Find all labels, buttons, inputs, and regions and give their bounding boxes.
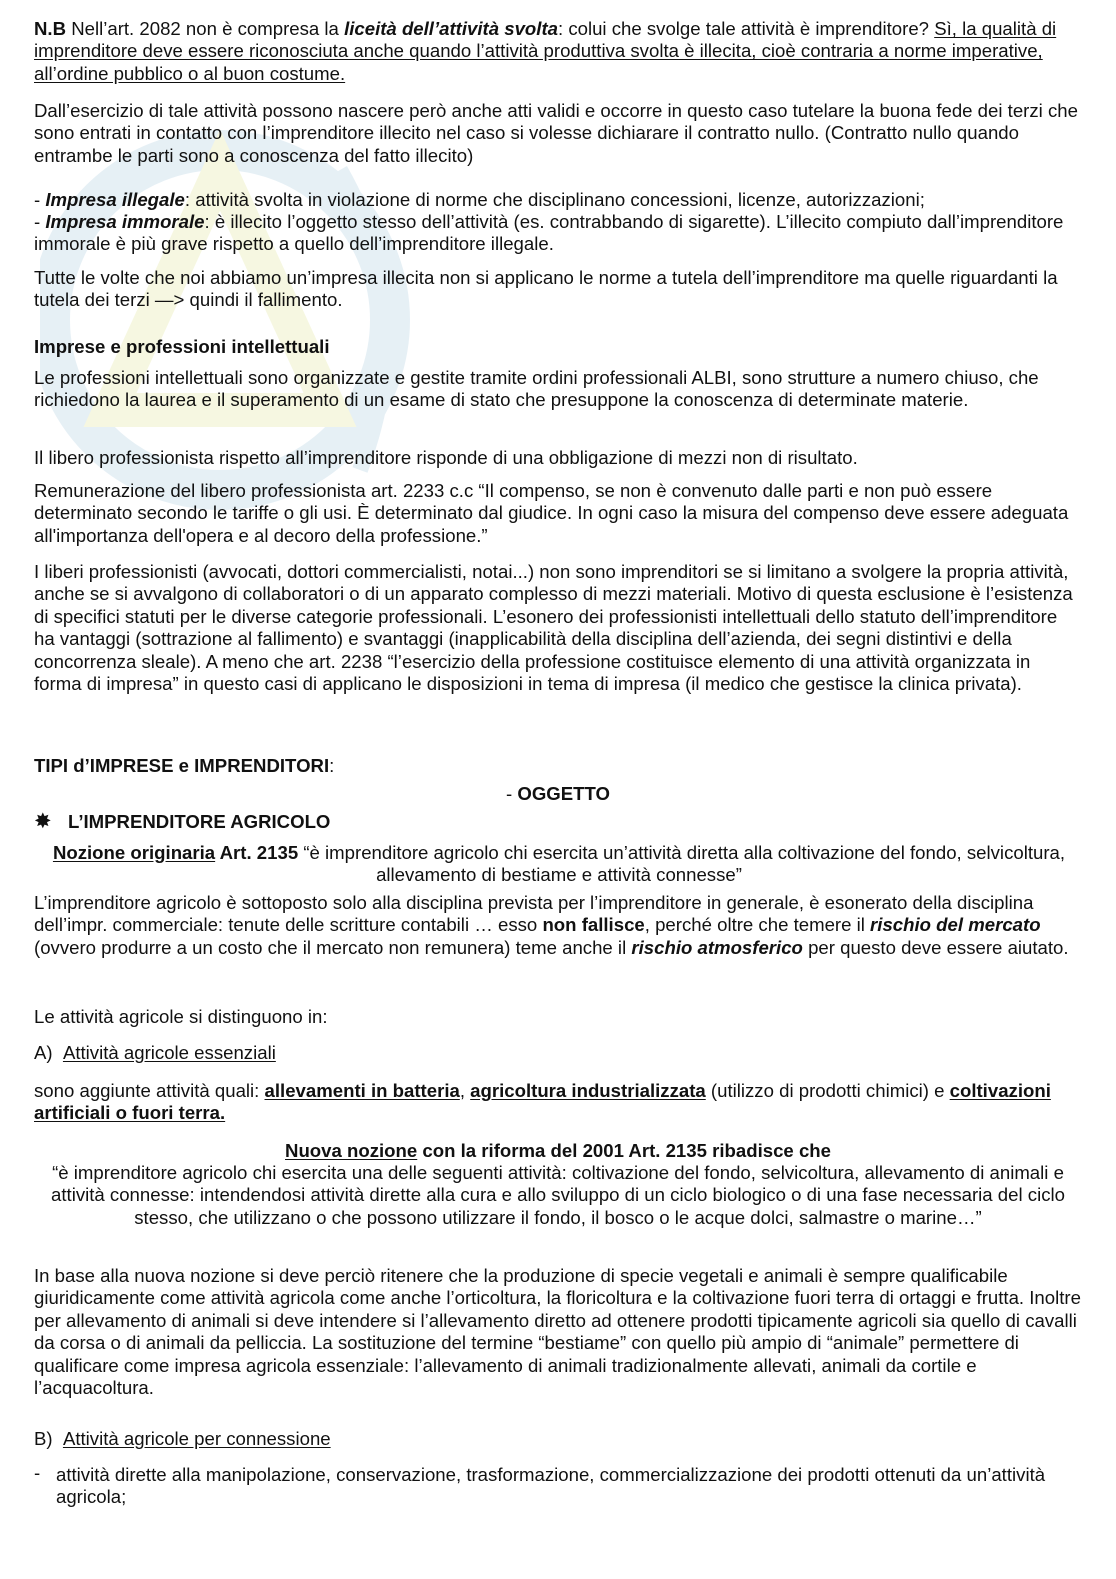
non-fallisce: non fallisce	[542, 914, 645, 936]
paragraph-aggiunte	[34, 1080, 1082, 1125]
nozione-originaria-label: Nozione originaria	[52, 842, 216, 863]
illegale-text: : attività svolta in violazione di norme che disciplinano concessioni, licenze, autorizzazioni;	[184, 189, 925, 210]
immorale-text: : è illecito l’oggetto stesso dell’attività (es. contrabbando di sigarette). L’illecito compiuto dall’imprenditore immorale è più grave rispetto a quello dell’imprenditore illegale.	[34, 211, 1064, 255]
nb-emphasis: liceità dell’attività svolta	[344, 18, 558, 39]
illegale-term: Impresa illegale	[45, 189, 185, 210]
paragraph-impresa-immorale	[34, 211, 1082, 256]
sottoposto-text-3: (ovvero produrre a un costo che il mercato non remunera) teme anche il	[34, 936, 632, 958]
allevamenti-batteria: allevamenti in batteria	[264, 1080, 460, 1101]
heading-professioni: Imprese e professioni intellettuali	[34, 336, 330, 357]
tipi-colon: :	[329, 755, 335, 776]
oggetto-label: OGGETTO	[517, 783, 610, 804]
paragraph-liberi-professionisti: I liberi professionisti (avvocati, dottori commercialisti, notai...) non sono imprenditori se si limitano a svolgere la propria attività, anche se si avvalgono di collaboratori o di un apparato complesso di mezzi materiali. Motivo di questa esclusione è l’esistenza di specifici statuti per le diverse categorie professionali. L’esonero dei professionisti intellettuali dello statuto dell’imprenditore ha vantaggi (sottrazione al fallimento) e svantaggi (inapplicabilità della disciplina dell’azienda, dei segni distintivi e della concorrenza sleale). A meno che art. 2238 “l’esercizio della professione costituisce elemento di una attività organizzata in forma di impresa” in questo casi di applicano le disposizioni in tema di impresa (il medico che gestisce la clinica privata).	[34, 561, 1073, 695]
paragraph-attivita-dirette: attività dirette alla manipolazione, conservazione, trasformazione, commercializzazione dei prodotti ottenuti da un’attività agricola;	[56, 1464, 1046, 1508]
dirette-dash: -	[34, 1462, 41, 1483]
coltivazioni-artificiali: coltivazioni artificiali o fuori terra.	[34, 1080, 1051, 1124]
paragraph-libero-professionista: Il libero professionista rispetto all’imprenditore risponde di una obbligazione di mezzi non di risultato.	[34, 447, 858, 468]
nb-text-1: Nell’art. 2082 non è compresa la	[66, 18, 345, 39]
paragraph-remunerazione: Remunerazione del libero professionista art. 2233 c.c “Il compenso, se non è convenuto dalle parti e non può essere determinato secondo le tariffe o gli usi. È determinato dal giudice. In ogni caso la misura del compenso deve essere adeguata all'importanza dell'opera e al decoro della professione.”	[34, 480, 1069, 546]
watermark-logo-icon	[40, 110, 470, 540]
heading-b-connessione	[34, 1428, 1082, 1450]
nb-lead: N.B	[34, 18, 67, 39]
paragraph-nozione-originaria	[44, 842, 1074, 887]
sottoposto-text-1: L’imprenditore agricolo è sottoposto solo alla disciplina prevista per l’imprenditore in generale, è esonerato della disciplina dell’impr. commerciale: tenute delle scritture contabili … esso	[34, 892, 1034, 936]
nuova-nozione-quote: “è imprenditore agricolo chi esercita una delle seguenti attività: coltivazione del fondo, selvicoltura, allevamento di animali e attività connesse: intendendosi attività dirette alla cura e allo sviluppo di un ciclo biologico o di una fase necessaria del ciclo stesso, che utilizzano o che possono utilizzare il fondo, il bosco o le acque dolci, salmastre o marine…”	[51, 1162, 1065, 1228]
b-label: Attività agricole per connessione	[62, 1428, 331, 1449]
nuova-nozione-label: Nuova nozione	[285, 1140, 418, 1161]
paragraph-impresa-illegale	[34, 189, 1082, 211]
paragraph-tutte-le-volte: Tutte le volte che noi abbiamo un’impresa illecita non si applicano le norme a tutela dell’imprenditore ma quelle riguardanti la tutela dei terzi —> quindi il fallimento.	[34, 267, 1058, 311]
nozione-quote: “è imprenditore agricolo chi esercita un’attività diretta alla coltivazione del fondo, selvicoltura, allevamento di bestiame e attività connesse”	[298, 842, 1066, 886]
aggiunte-text-2: ,	[459, 1080, 471, 1101]
paragraph-albi: Le professioni intellettuali sono organizzate e gestite tramite ordini professionali ALBI, sono strutture a numero chiuso, che richiedono la laurea e il superamento di un esame di stato che presuppone la conoscenza di determinate materie.	[34, 367, 1039, 411]
paragraph-distinguono: Le attività agricole si distinguono in:	[34, 1006, 328, 1027]
heading-tipi-imprese	[34, 755, 1082, 777]
nozione-article: Art. 2135	[215, 842, 299, 863]
heading-a-essenziali	[34, 1042, 1082, 1064]
paragraph-esercizio: Dall’esercizio di tale attività possono nascere però anche atti validi e occorre in questo caso tutelare la buona fede dei terzi che sono entrati in contatto con l’imprenditore illecito nel caso si volesse dichiarare il contratto nullo. (Contratto nullo quando entrambe le parti sono a conoscenza del fatto illecito)	[34, 100, 1078, 166]
nb-text-2: : colui che svolge tale attività è imprenditore?	[557, 18, 935, 39]
illegale-dash: -	[34, 189, 46, 210]
heading-imprenditore-agricolo: L’IMPRENDITORE AGRICOLO	[68, 811, 331, 832]
rischio-mercato: rischio del mercato	[870, 914, 1041, 936]
paragraph-sottoposto	[34, 892, 1082, 959]
a-letter: A)	[34, 1042, 53, 1063]
nb-underlined: Sì, la qualità di imprenditore deve essere riconosciuta anche quando l’attività produttiva svolta è illecita, cioè contraria a norme imperative, all’ordine pubblico o al buon costume.	[34, 18, 1057, 84]
paragraph-in-base: In base alla nuova nozione si deve perciò ritenere che la produzione di specie vegetali e animali è sempre qualificabile giuridicamente come attività agricola come anche l’orticoltura, la floricoltura e la coltivazione fuori terra di ortaggi e frutta. Inoltre per allevamento di animali si deve intendere si l’allevamento diretto ad ottenere prodotti tipicamente agricoli sia quello di cavalli da corsa o di animali da pelliccia. La sostituzione del termine “bestiame” con quello più ampio di “animale” permettere di qualificare come impresa agricola essenziale: l’allevamento di animali tradizionalmente allevati, animali da cortile e l’acquacoltura.	[34, 1265, 1081, 1399]
sottoposto-text-2: , perché oltre che temere il	[644, 914, 871, 936]
oggetto-dash: -	[506, 783, 518, 804]
agricoltura-industrializzata: agricoltura industrializzata	[470, 1080, 706, 1101]
tipi-bold: TIPI d’IMPRESE e IMPRENDITORI	[34, 755, 330, 776]
paragraph-nb	[34, 18, 1082, 85]
immorale-term: Impresa immorale	[45, 211, 205, 232]
rischio-atmosferico: rischio atmosferico	[631, 936, 803, 958]
heading-nuova-nozione	[34, 1140, 1082, 1162]
star-bullet-icon: ✸	[34, 810, 52, 833]
aggiunte-text-3: (utilizzo di prodotti chimici) e	[705, 1080, 950, 1101]
sottoposto-text-4: per questo deve essere aiutato.	[802, 936, 1069, 958]
a-label: Attività agricole essenziali	[62, 1042, 276, 1063]
b-letter: B)	[34, 1428, 53, 1449]
immorale-dash: -	[34, 211, 46, 232]
aggiunte-text-1: sono aggiunte attività quali:	[34, 1080, 265, 1101]
heading-oggetto	[34, 783, 1082, 805]
nuova-nozione-rest: con la riforma del 2001 Art. 2135 ribadisce che	[417, 1140, 831, 1161]
